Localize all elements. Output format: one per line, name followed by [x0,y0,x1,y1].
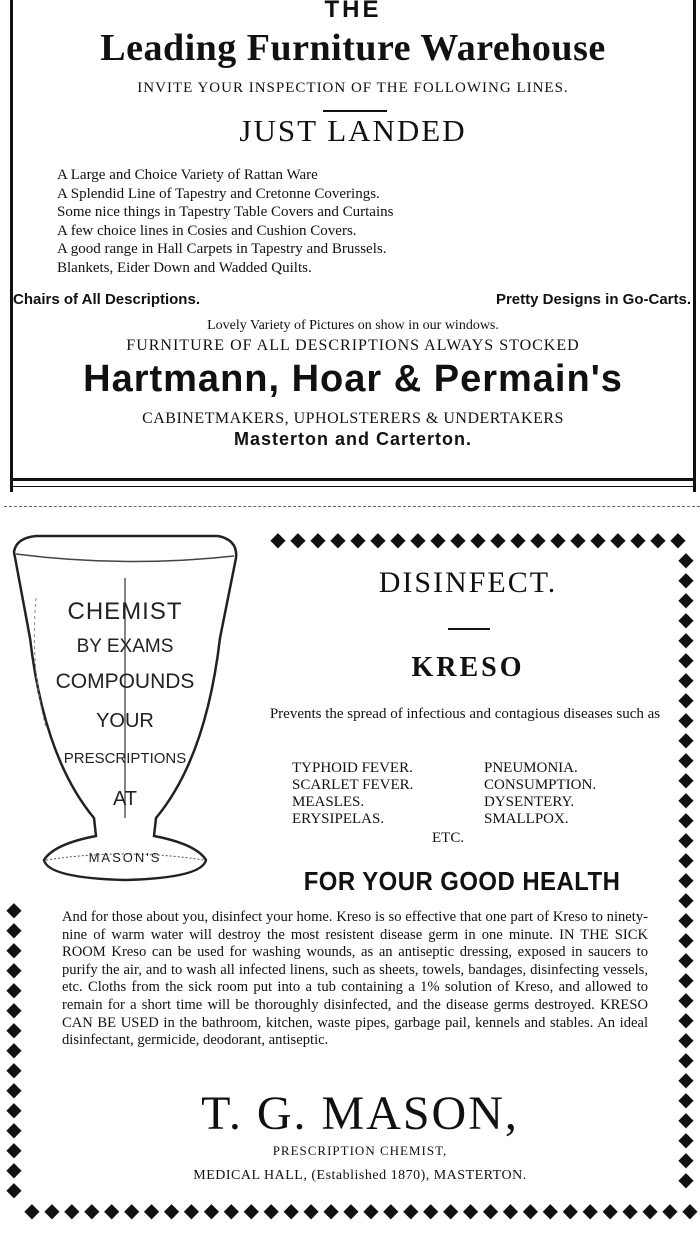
chemist-glass-illustration [6,518,244,886]
glass-line-chemist: CHEMIST [67,598,183,625]
diamond-ornament-icon: ◆ [650,530,666,550]
just-landed-heading: JUST LANDED [239,113,467,148]
diamond-ornament-icon: ◆ [530,530,546,550]
diamond-ornament-icon: ◆ [410,530,426,550]
diamond-ornament-icon: ◆ [678,1029,694,1051]
diamond-ornament-icon: ◆ [678,1009,694,1031]
diamond-ornament-icon: ◆ [290,530,306,550]
diamond-ornament-icon: ◆ [678,569,694,591]
diamond-ornament-icon: ◆ [84,1201,100,1221]
diamond-ornament-icon: ◆ [470,530,486,550]
diamond-ornament-icon: ◆ [630,530,646,550]
diamond-ornament-icon: ◆ [104,1201,120,1221]
disinfect-heading: DISINFECT. [378,566,558,599]
diamond-ornament-icon: ◆ [283,1201,299,1221]
diamond-ornament-icon: ◆ [323,1201,339,1221]
diamond-ornament-icon: ◆ [6,979,22,1001]
list-item: Blankets, Eider Down and Wadded Quilts. [57,259,312,276]
diamond-ornament-icon: ◆ [678,1129,694,1151]
diamond-ornament-icon: ◆ [678,709,694,731]
diamond-ornament-icon: ◆ [678,749,694,771]
diamond-ornament-icon: ◆ [310,530,326,550]
diamond-ornament-icon: ◆ [6,1159,22,1181]
locations-line: Masterton and Carterton. [233,429,473,449]
diamond-border-left [4,900,24,1200]
ad-invite-line: INVITE YOUR INSPECTION OF THE FOLLOWING LINES. [137,80,569,96]
glass-line-your: YOUR [96,710,154,732]
pictures-line: Lovely Variety of Pictures on show in our windows. [207,318,499,333]
diamond-ornament-icon: ◆ [430,530,446,550]
chairs-line: Chairs of All Descriptions. [13,291,200,308]
diamond-ornament-icon: ◆ [678,1149,694,1171]
diamond-ornament-icon: ◆ [6,1019,22,1041]
chemist-title: PRESCRIPTION CHEMIST, [272,1143,448,1158]
list-item: PNEUMONIA. [484,760,578,776]
diamond-ornament-icon: ◆ [510,530,526,550]
diamond-ornament-icon: ◆ [403,1201,419,1221]
diamond-ornament-icon: ◆ [243,1201,259,1221]
glass-line-compounds: COMPOUNDS [55,670,195,693]
kreso-body-text: And for those about you, disinfect your home. Kreso is so effective that one part of Kreso to ninety-nine of warm water will destroy the most resistent disease germ in one minute. IN THE SICK ROOM Kreso can be used for washing wounds, as an antiseptic dressing, exposed in saucers to purify the air, and to wash all infected linens, such as sheets, towels, bandages, disinfecting vessels, etc. Cloths from the sick room put into a tub containing a 1% solution of Kreso, and allowed to remain for a short time will be thoroughly disinfected, and the disease germs destroyed. KRESO CAN BE USED in the bathroom, kitchen, waste pipes, garbage pail, kennels and stables. An ideal disinfectant, germicide, deodorant, antiseptic. [62,909,648,1049]
diamond-ornament-icon: ◆ [363,1201,379,1221]
product-lines-list [57,166,393,277]
diamond-ornament-icon: ◆ [423,1201,439,1221]
diamond-ornament-icon: ◆ [678,629,694,651]
go-carts-line: Pretty Designs in Go-Carts. [495,291,691,308]
diamond-ornament-icon: ◆ [678,729,694,751]
ad-headline: Leading Furniture Warehouse [100,27,606,69]
diamond-ornament-icon: ◆ [390,530,406,550]
diamond-ornament-icon: ◆ [6,1139,22,1161]
diamond-ornament-icon: ◆ [450,530,466,550]
diamond-ornament-icon: ◆ [6,999,22,1021]
glass-line-by-exams: BY EXAMS [76,636,174,657]
diamond-ornament-icon: ◆ [678,929,694,951]
diamond-ornament-icon: ◆ [6,1059,22,1081]
ad-the: THE [324,0,382,23]
diamond-ornament-icon: ◆ [550,530,566,550]
diamond-ornament-icon: ◆ [183,1201,200,1221]
bottom-rule [13,478,693,487]
chemist-address: MEDICAL HALL, (Established 1870), MASTERTON. [193,1168,527,1183]
diamond-ornament-icon: ◆ [678,609,694,631]
diamond-ornament-icon: ◆ [678,889,694,911]
diamond-ornament-icon: ◆ [662,1201,678,1221]
diamond-ornament-icon: ◆ [678,989,694,1011]
diamond-ornament-icon: ◆ [6,1099,22,1121]
diamond-ornament-icon: ◆ [582,1201,598,1221]
diamond-ornament-icon: ◆ [6,1079,22,1101]
diamond-ornament-icon: ◆ [6,919,22,941]
diamond-ornament-icon: ◆ [64,1201,80,1221]
kreso-product-name: KRESO [411,652,525,683]
diamond-ornament-icon: ◆ [482,1201,499,1221]
diamond-ornament-icon: ◆ [502,1201,519,1221]
short-rule [323,110,387,112]
diamond-ornament-icon: ◆ [562,1201,578,1221]
firm-name: Hartmann, Hoar & Permain's [83,358,623,400]
list-item: SMALLPOX. [484,811,569,827]
diamond-border-bottom [22,1201,700,1221]
diamond-ornament-icon: ◆ [678,869,694,891]
glass-line-at: AT [112,788,138,810]
chemist-name: T. G. MASON, [201,1087,519,1140]
list-item: DYSENTERY. [484,794,575,810]
diamond-ornament-icon: ◆ [522,1201,539,1221]
list-item: SCARLET FEVER. [292,777,414,793]
diamond-ornament-icon: ◆ [678,589,694,611]
glass-icon [6,518,244,886]
diamond-ornament-icon: ◆ [370,530,386,550]
diamond-ornament-icon: ◆ [6,959,22,981]
glass-line-prescriptions: PRESCRIPTIONS [63,750,187,767]
diamond-ornament-icon: ◆ [678,1169,694,1191]
diamond-ornament-icon: ◆ [678,689,694,711]
furniture-warehouse-ad [10,0,696,492]
diamond-ornament-icon: ◆ [678,969,694,991]
diamond-ornament-icon: ◆ [350,530,366,550]
diamond-ornament-icon: ◆ [682,1201,698,1221]
diamond-ornament-icon: ◆ [203,1201,220,1221]
diamond-ornament-icon: ◆ [6,939,22,961]
diamond-ornament-icon: ◆ [6,1179,22,1200]
diamond-ornament-icon: ◆ [678,949,694,971]
diamond-ornament-icon: ◆ [622,1201,638,1221]
diamond-ornament-icon: ◆ [330,530,346,550]
diamond-ornament-icon: ◆ [123,1201,140,1221]
diamond-ornament-icon: ◆ [343,1201,359,1221]
diamond-ornament-icon: ◆ [678,789,694,811]
diamond-ornament-icon: ◆ [223,1201,240,1221]
diamond-ornament-icon: ◆ [602,1201,618,1221]
diamond-ornament-icon: ◆ [6,1119,22,1141]
diamond-ornament-icon: ◆ [678,649,694,671]
diseases-list-left [292,760,413,828]
diamond-ornament-icon: ◆ [670,530,686,550]
glass-base-mason: MASON'S [88,850,162,865]
diamond-ornament-icon: ◆ [678,829,694,851]
diamond-ornament-icon: ◆ [590,530,606,550]
diamond-ornament-icon: ◆ [610,530,626,550]
list-item: ERYSIPELAS. [292,811,385,827]
diamond-ornament-icon: ◆ [303,1201,319,1221]
diamond-ornament-icon: ◆ [678,669,694,691]
diamond-ornament-icon: ◆ [462,1201,479,1221]
list-item: A Large and Choice Variety of Rattan Ware [57,167,318,183]
diamond-ornament-icon: ◆ [642,1201,658,1221]
diamond-ornament-icon: ◆ [270,530,286,550]
good-health-slogan: FOR YOUR GOOD HEALTH [303,866,621,896]
list-item: A Splendid Line of Tapestry and Cretonne Coverings. [57,185,380,202]
diamond-ornament-icon: ◆ [263,1201,279,1221]
furniture-stocked-line: FURNITURE OF ALL DESCRIPTIONS ALWAYS STOCKED [126,337,580,354]
diamond-ornament-icon: ◆ [678,1089,694,1111]
diamond-ornament-icon: ◆ [678,1069,694,1091]
diamond-ornament-icon: ◆ [490,530,506,550]
list-item: Some nice things in Tapestry Table Covers and Curtains [57,204,394,220]
diamond-border-top [268,530,688,550]
diamond-ornament-icon: ◆ [163,1201,180,1221]
list-item: TYPHOID FEVER. [292,760,413,776]
diamond-ornament-icon: ◆ [678,1109,694,1131]
diamond-ornament-icon: ◆ [6,900,22,921]
diamond-ornament-icon: ◆ [143,1201,160,1221]
short-rule [448,628,490,630]
diamond-ornament-icon: ◆ [383,1201,399,1221]
diamond-ornament-icon: ◆ [570,530,586,550]
trades-line: CABINETMAKERS, UPHOLSTERERS & UNDERTAKERS [142,410,564,427]
list-item: A good range in Hall Carpets in Tapestry and Brussels. [57,241,387,257]
etc-label: ETC. [432,830,465,846]
column-divider [4,506,700,507]
diamond-ornament-icon: ◆ [542,1201,559,1221]
list-item: A few choice lines in Cosies and Cushion Covers. [57,222,357,239]
diamond-ornament-icon: ◆ [678,769,694,791]
diamond-ornament-icon: ◆ [44,1201,60,1221]
diamond-ornament-icon: ◆ [678,909,694,931]
list-item: MEASLES. [292,794,365,810]
diamond-ornament-icon: ◆ [24,1201,40,1221]
diamond-ornament-icon: ◆ [442,1201,459,1221]
prevents-text: Prevents the spread of infectious and contagious diseases such as [269,706,661,722]
list-item: CONSUMPTION. [484,777,597,793]
diamond-ornament-icon: ◆ [678,849,694,871]
diamond-ornament-icon: ◆ [6,1039,22,1061]
diseases-list-right [484,760,596,828]
diamond-ornament-icon: ◆ [678,550,694,571]
diamond-ornament-icon: ◆ [678,1049,694,1071]
diamond-ornament-icon: ◆ [678,809,694,831]
